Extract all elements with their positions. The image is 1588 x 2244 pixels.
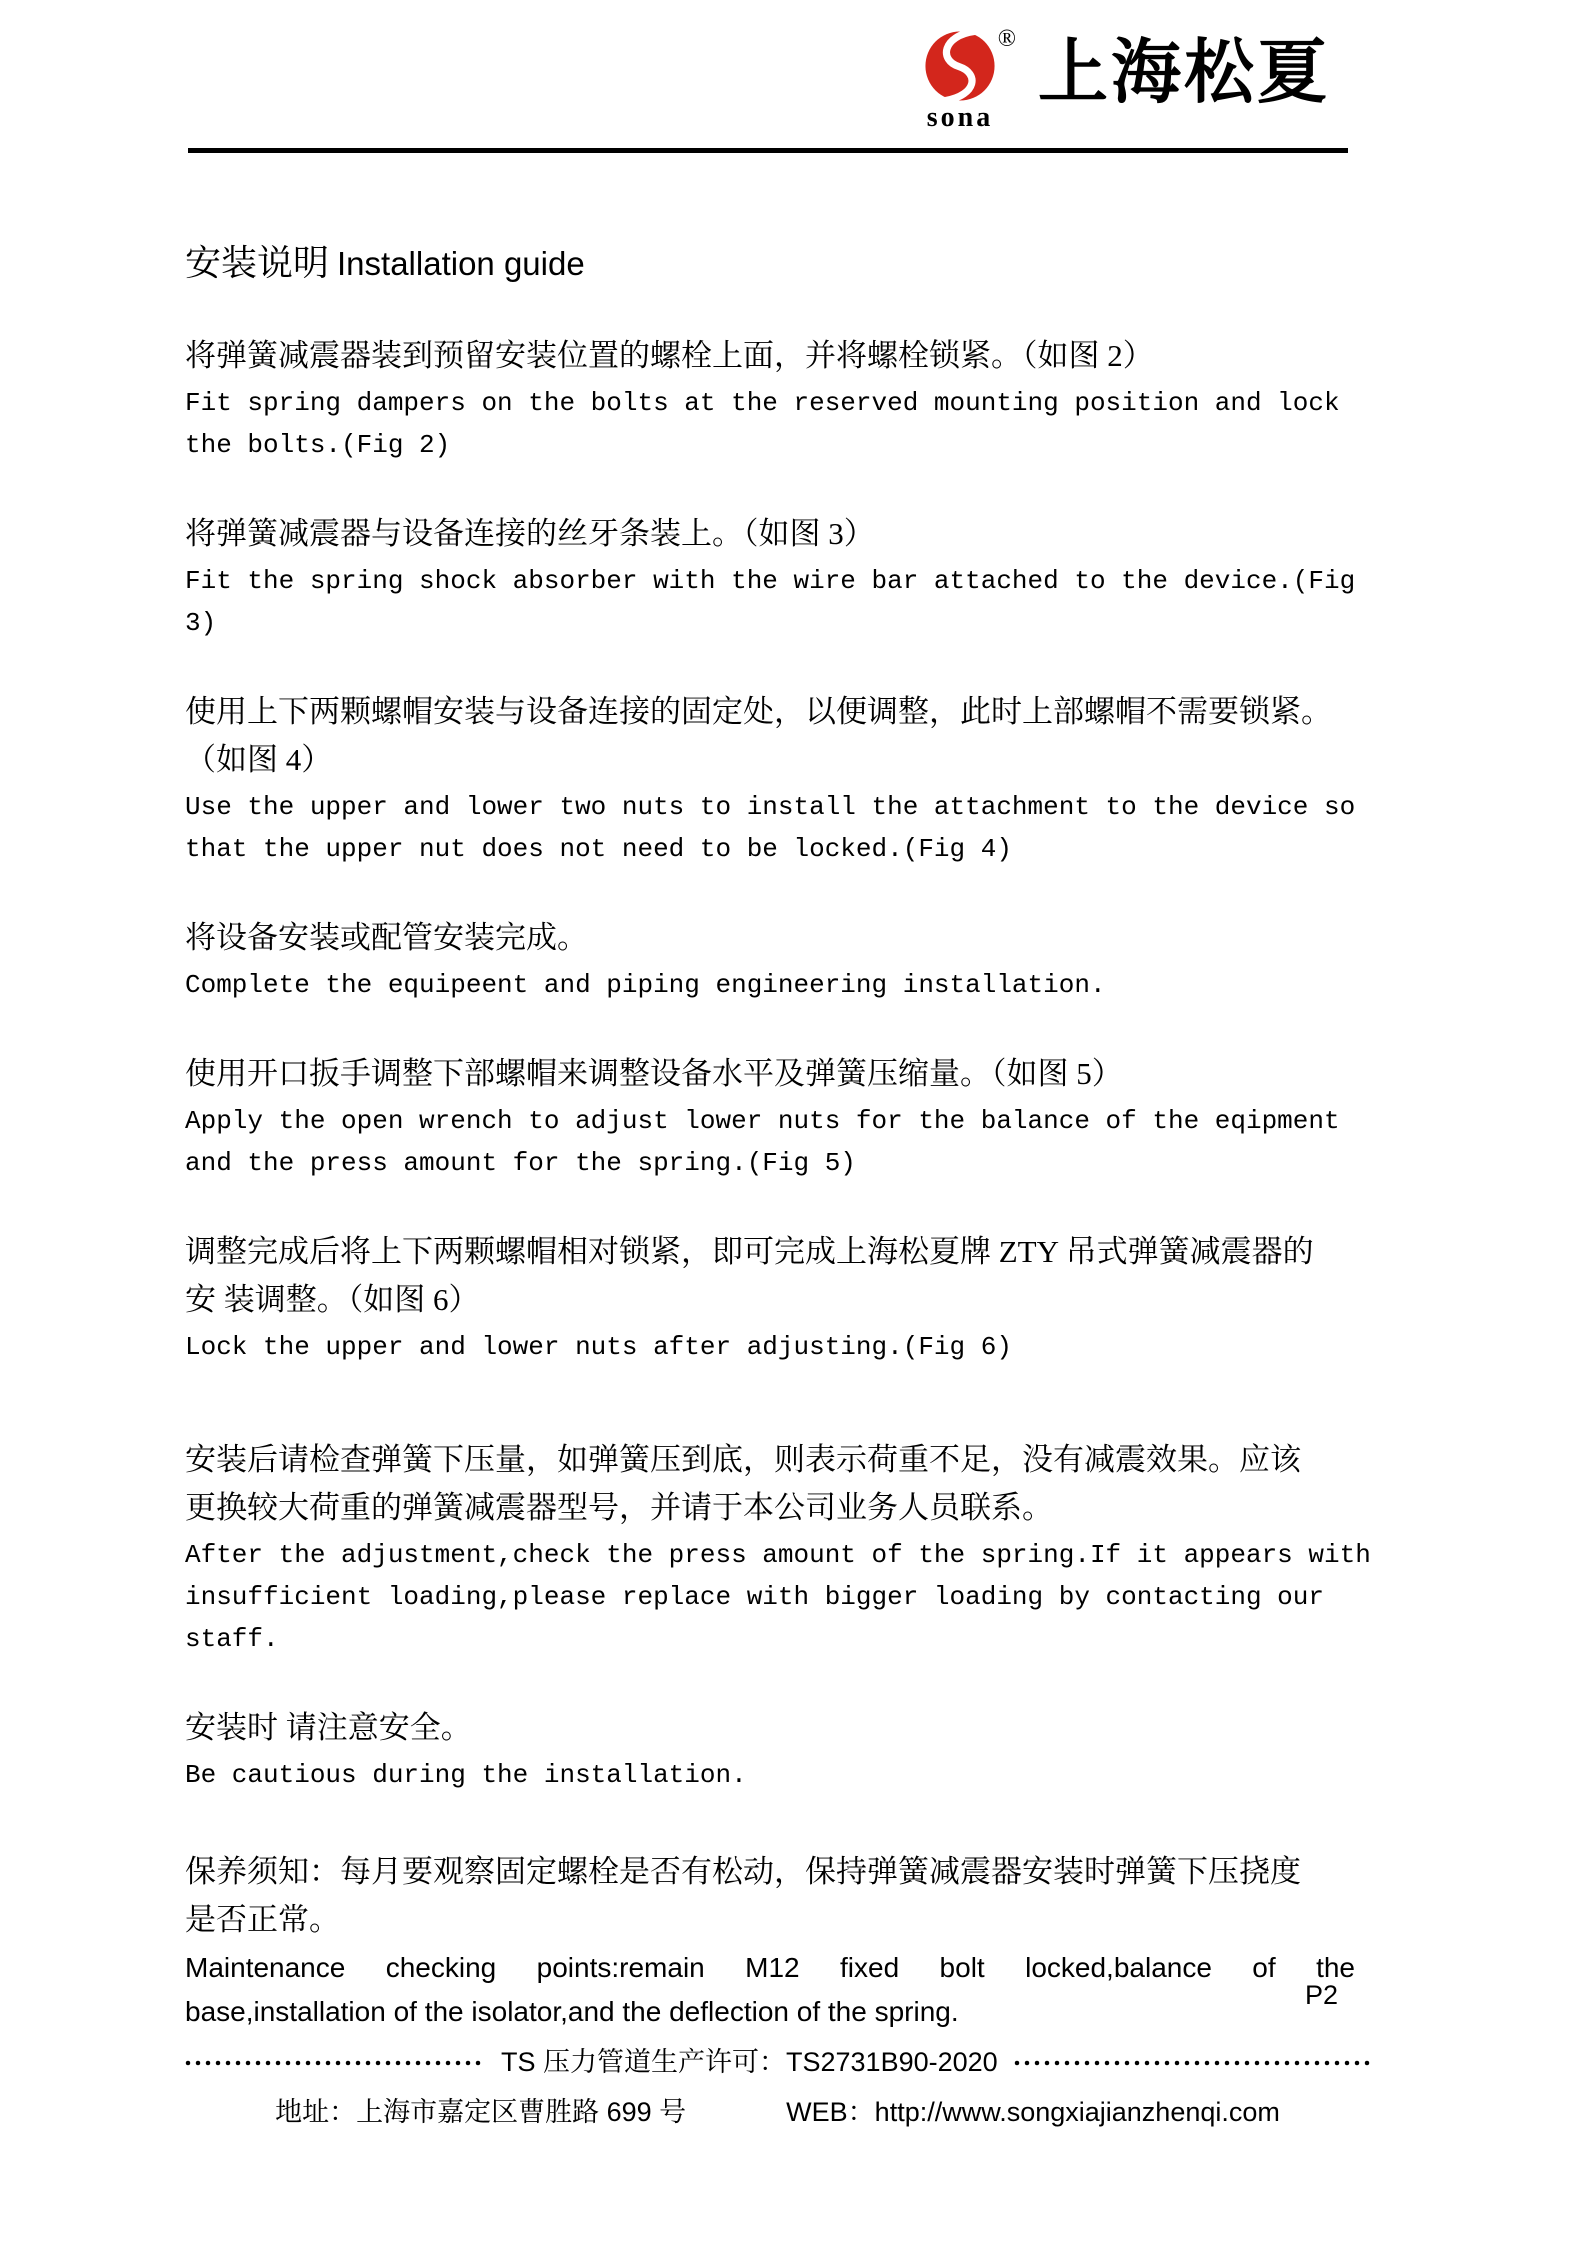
page-number: P2: [1304, 1980, 1338, 2010]
text-line: and the press amount for the spring.(Fig 5): [185, 1148, 856, 1178]
step-text-en: [185, 382, 1355, 466]
guide-steps: [185, 332, 1371, 2034]
address-row: [185, 2094, 1370, 2130]
text-line: base,installation of the isolator,and the deflection of the spring.: [185, 1996, 959, 2027]
license-text: TS 压力管道生产许可：TS2731B90-2020: [501, 2047, 998, 2077]
guide-step-7: [185, 1436, 1371, 1660]
step-text-cn: [185, 510, 1355, 558]
text-line: Apply the open wrench to adjust lower nuts for the balance of the eqipment: [185, 1106, 1340, 1136]
guide-step-8: [185, 1704, 1355, 1796]
text-line: 使用开口扳手调整下部螺帽来调整设备水平及弹簧压缩量。（如图 5）: [185, 1056, 1123, 1091]
guide-step-3: [185, 688, 1355, 870]
logo-brand-name: sona: [926, 102, 994, 133]
step-text-en: [185, 1946, 1355, 2034]
page-title-en: Installation guide: [337, 245, 585, 282]
guide-step-6: [185, 1228, 1355, 1368]
text-line: 安装后请检查弹簧下压量，如弹簧压到底，则表示荷重不足，没有减震效果。应该: [185, 1442, 1301, 1477]
guide-step-9: [185, 1848, 1355, 2034]
step-text-en: [185, 1326, 1355, 1368]
company-address: 地址：上海市嘉定区曹胜路 699 号: [275, 2097, 687, 2127]
document-body: [185, 239, 1371, 2034]
step-text-en: [185, 786, 1355, 870]
guide-step-1: [185, 332, 1355, 466]
sona-logo-icon: [924, 30, 996, 102]
text-line: Fit the spring shock absorber with the wire bar attached to the device.(Fig: [185, 566, 1356, 596]
text-line: Use the upper and lower two nuts to install the attachment to the device so: [185, 792, 1356, 822]
dotted-rule-right: [1014, 2060, 1370, 2066]
text-line: 安装时 请注意安全。: [185, 1710, 472, 1745]
text-line: Complete the equipeent and piping engineering installation.: [185, 970, 1106, 1000]
text-line: 将弹簧减震器装到预留安装位置的螺栓上面，并将螺栓锁紧。（如图 2）: [185, 338, 1154, 373]
text-line: that the upper nut does not need to be locked.(Fig 4): [185, 834, 1012, 864]
guide-step-5: [185, 1050, 1355, 1184]
step-text-cn: [185, 688, 1355, 784]
text-line: staff.: [185, 1624, 279, 1654]
page-footer: [185, 2046, 1370, 2130]
text-line: Fit spring dampers on the bolts at the reserved mounting position and lock: [185, 388, 1340, 418]
text-line: 更换较大荷重的弹簧减震器型号，并请于本公司业务人员联系。: [185, 1490, 1053, 1525]
step-text-en: [185, 560, 1355, 644]
step-text-cn: [185, 1848, 1355, 1944]
text-line: insufficient loading,please replace with bigger loading by contacting our: [185, 1582, 1324, 1612]
page-title: [185, 239, 1355, 288]
text-line: （如图 4）: [185, 742, 333, 777]
text-line: 将弹簧减震器与设备连接的丝牙条装上。（如图 3）: [185, 516, 875, 551]
header: [0, 0, 1588, 132]
guide-step-4: [185, 914, 1355, 1006]
registered-trademark-icon: ®: [997, 26, 1016, 52]
text-line: 保养须知：每月要观察固定螺栓是否有松动，保持弹簧减震器安装时弹簧下压挠度: [185, 1854, 1301, 1889]
license-row: [185, 2046, 1370, 2078]
text-line: After the adjustment,check the press amount of the spring.If it appears with: [185, 1540, 1371, 1570]
text-line: 3): [185, 608, 217, 638]
step-text-cn: [185, 332, 1355, 380]
step-text-en: [185, 964, 1355, 1006]
step-text-cn: [185, 1228, 1355, 1324]
text-line: 安 装调整。（如图 6）: [185, 1282, 480, 1317]
step-text-cn: [185, 1050, 1355, 1098]
text-line: 调整完成后将上下两颗螺帽相对锁紧，即可完成上海松夏牌 ZTY 吊式弹簧减震器的: [185, 1234, 1314, 1269]
step-text-en: [185, 1754, 1355, 1796]
step-text-cn: [185, 1704, 1355, 1752]
header-divider: [188, 148, 1348, 153]
step-text-en: [185, 1534, 1371, 1660]
step-text-en: [185, 1100, 1355, 1184]
text-line: 将设备安装或配管安装完成。: [185, 920, 588, 955]
text-line: 是否正常。: [185, 1902, 340, 1937]
text-line: Maintenance checking points:remain M12 fixed bolt locked,balance of the: [185, 1952, 1355, 1983]
dotted-rule-left: [185, 2060, 485, 2066]
text-line: the bolts.(Fig 2): [185, 430, 451, 460]
sona-logo: [912, 26, 1016, 133]
guide-step-2: [185, 510, 1355, 644]
text-line: 使用上下两颗螺帽安装与设备连接的固定处，以便调整，此时上部螺帽不需要锁紧。: [185, 694, 1332, 729]
page-title-cn: 安装说明: [185, 243, 330, 283]
text-line: Be cautious during the installation.: [185, 1760, 747, 1790]
text-line: Lock the upper and lower nuts after adjusting.(Fig 6): [185, 1332, 1012, 1362]
step-text-cn: [185, 1436, 1355, 1532]
step-text-cn: [185, 914, 1355, 962]
company-website: WEB：http://www.songxiajianzhenqi.com: [786, 2097, 1280, 2127]
company-name: 上海松夏: [1038, 33, 1330, 111]
